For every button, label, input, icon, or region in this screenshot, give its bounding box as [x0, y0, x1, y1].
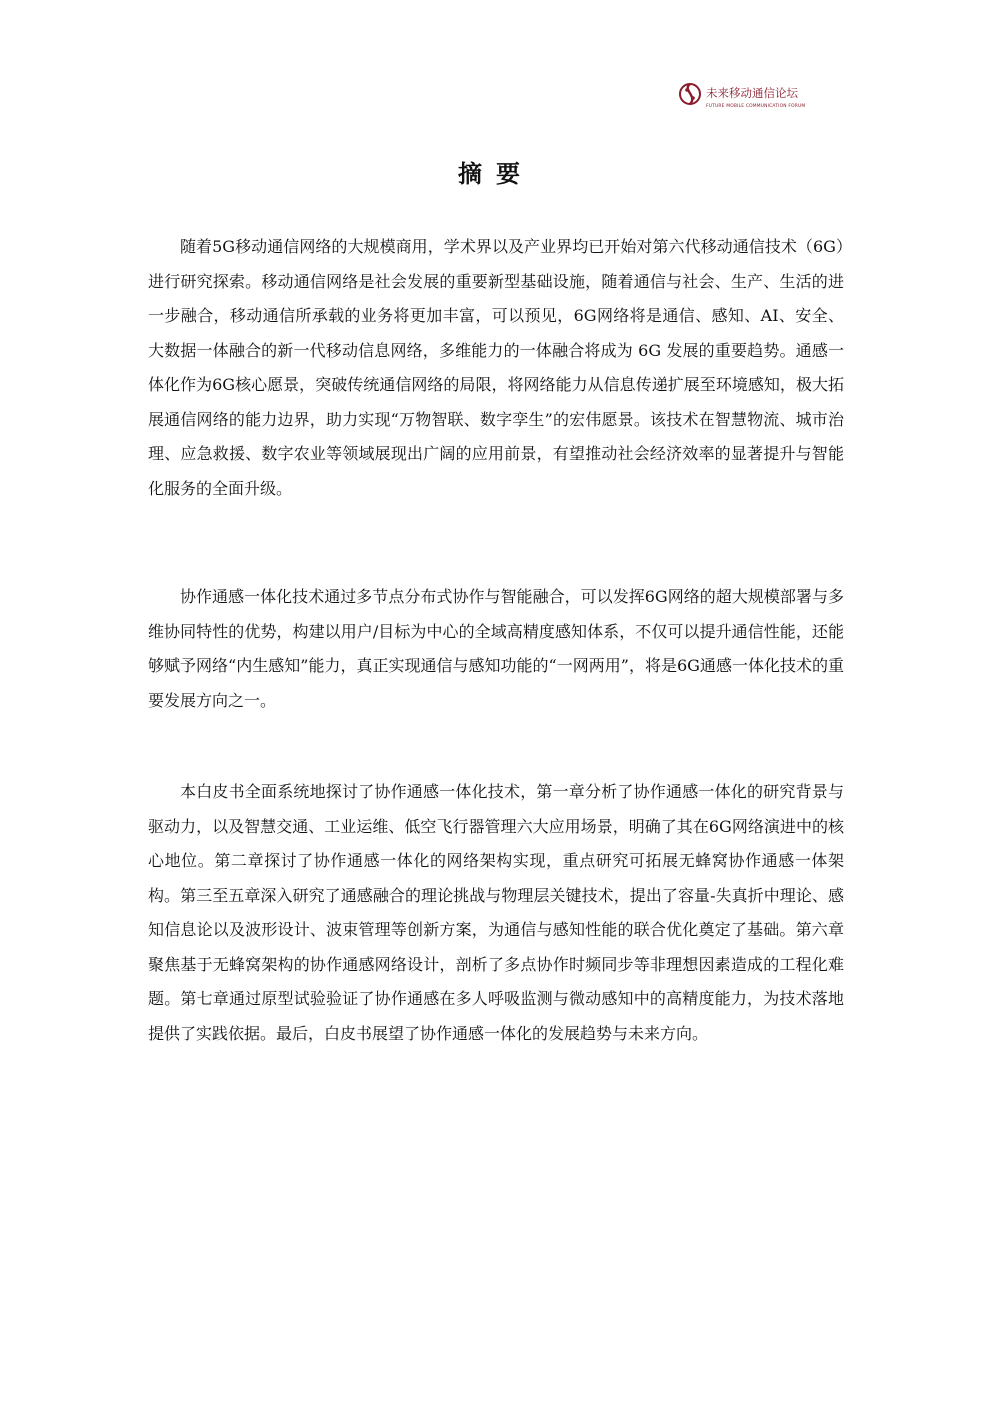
logo-english-text: FUTURE MOBILE COMMUNICATION FORUM	[706, 104, 806, 109]
logo-chinese-text: 未来移动通信论坛	[706, 86, 798, 100]
abstract-paragraph-3: 本白皮书全面系统地探讨了协作通感一体化技术，第一章分析了协作通感一体化的研究背景与驱动力，以及智慧交通、工业运维、低空飞行器管理六大应用场景，明确了其在6G网络演进中的核心地位。第二章探讨了协作通感一体化的网络架构实现，重点研究可拓展无蜂窝协作通感一体架构。第三至五章深入研究了通感融合的理论挑战与物理层关键技术，提出了容量-失真折中理论、感知信息论以及波形设计、波束管理等创新方案，为通信与感知性能的联合优化奠定了基础。第六章聚焦基于无蜂窝架构的协作通感网络设计，剖析了多点协作时频同步等非理想因素造成的工程化难题。第七章通过原型试验验证了协作通感在多人呼吸监测与微动感知中的高精度能力，为技术落地提供了实践依据。最后，白皮书展望了协作通感一体化的发展趋势与未来方向。	[148, 782, 844, 1043]
forum-logo	[678, 80, 828, 112]
abstract-paragraph-1: 随着5G移动通信网络的大规模商用，学术界以及产业界均已开始对第六代移动通信技术（6G）进行研究探索。移动通信网络是社会发展的重要新型基础设施，随着通信与社会、生产、生活的进一步融合，移动通信所承载的业务将更加丰富，可以预见，6G网络将是通信、感知、AI、安全、大数据一体融合的新一代移动信息网络，多维能力的一体融合将成为 6G 发展的重要趋势。通感一体化作为6G核心愿景，突破传统通信网络的局限，将网络能力从信息传递扩展至环境感知，极大拓展通信网络的能力边界，助力实现“万物智联、数字孪生”的宏伟愿景。该技术在智慧物流、城市治理、应急救援、数字农业等领域展现出广阔的应用前景，有望推动社会经济效率的显著提升与智能化服务的全面升级。	[148, 237, 844, 498]
forum-logo-icon	[678, 80, 828, 112]
abstract-title: 摘要	[458, 160, 534, 188]
abstract-paragraph-2: 协作通感一体化技术通过多节点分布式协作与智能融合，可以发挥6G网络的超大规模部署与多维协同特性的优势，构建以用户/目标为中心的全域高精度感知体系，不仅可以提升通信性能，还能够赋予网络“内生感知”能力，真正实现通信与感知功能的“一网两用”，将是6G通感一体化技术的重要发展方向之一。	[148, 587, 844, 710]
